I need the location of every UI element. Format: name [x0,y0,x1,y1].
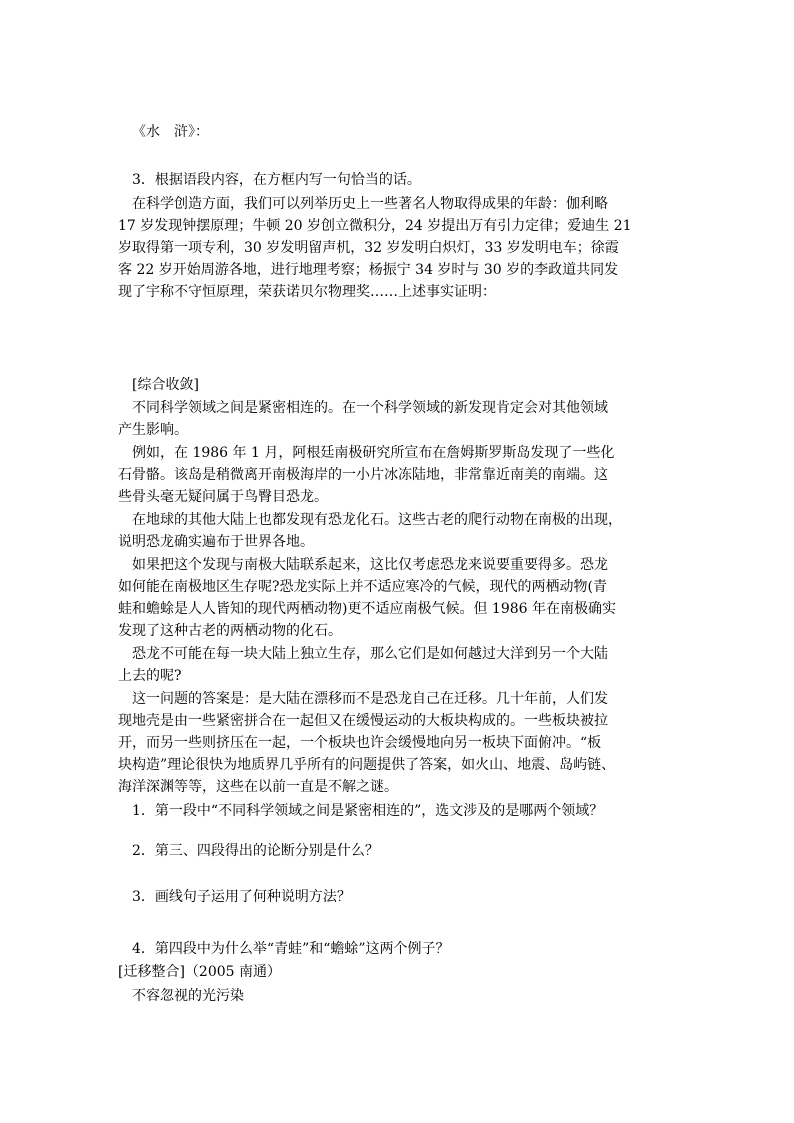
question-3-prompt: 3．根据语段内容，在方框内写一句恰当的话。 [132,172,421,188]
article-line: 在地球的其他大陆上也都发现有恐龙化石。这些古老的爬行动物在南极的出现， [132,512,622,528]
article-line: 产生影响。 [118,422,188,438]
article-line: 说明恐龙确实遍布于世界各地。 [118,534,314,550]
book-title-line: 《水 浒》： [132,124,209,140]
passage-line: 现了宇称不守恒原理，荣获诺贝尔物理奖……上述事实证明： [118,284,496,300]
question-2: 2．第三、四段得出的论断分别是什么？ [132,843,379,859]
article-line: 块构造”理论很快为地质界几乎所有的问题提供了答案，如火山、地震、岛屿链、 [118,757,616,773]
article-line: 不同科学领域之间是紧密相连的。在一个科学领域的新发现肯定会对其他领域 [132,400,608,416]
question-3: 3．画线句子运用了何种说明方法？ [132,889,351,905]
article-line: 上去的呢? [118,668,182,684]
article-line: 恐龙不可能在每一块大陆上独立生存，那么它们是如何越过大洋到另一个大陆 [132,646,608,662]
question-4: 4．第四段中为什么举“青蛙”和“蟾蜍”这两个例子？ [132,941,450,957]
passage-line: 岁取得第一项专利，30 岁发明留声机，32 岁发明白炽灯，33 岁发明电车；徐霞 [118,240,619,256]
article-line: 发现了这种古老的两栖动物的化石。 [118,623,342,639]
transfer-title: 不容忽视的光污染 [132,988,244,1004]
article-line: 现地壳是由一些紧密拼合在一起但又在缓慢运动的大板块构成的。一些板块被拉 [118,713,608,729]
question-1: 1．第一段中“不同科学领域之间是紧密相连的”，选文涉及的是哪两个领域？ [132,803,604,819]
article-line: 石骨骼。该岛是稍微离开南极海岸的一小片冰冻陆地，非常靠近南美的南端。这 [118,467,608,483]
article-line: 些骨头毫无疑问属于鸟臀目恐龙。 [118,489,328,505]
passage-line: 在科学创造方面，我们可以列举历史上一些著名人物取得成果的年龄：伽利略 [132,196,608,212]
article-line: 开，而另一些则挤压在一起，一个板块也许会缓慢地向另一板块下面俯冲。“板 [118,735,602,751]
section-heading: [综合收敛] [132,377,199,393]
article-line: 这一问题的答案是：是大陆在漂移而不是恐龙自己在迁移。几十年前，人们发 [132,691,608,707]
transfer-heading: [迁移整合]（2005 南通） [118,964,282,980]
article-line: 例如，在 1986 年 1 月，阿根廷南极研究所宣布在詹姆斯罗斯岛发现了一些化 [132,445,615,461]
article-line: 蛙和蟾蜍是人人皆知的现代两栖动物)更不适应南极气候。但 1986 年在南极确实 [118,601,616,617]
article-line: 如何能在南极地区生存呢?恐龙实际上并不适应寒冷的气候，现代的两栖动物(青 [118,579,607,595]
article-line: 海洋深渊等等，这些在以前一直是不解之谜。 [118,779,398,795]
passage-line: 客 22 岁开始周游各地，进行地理考察；杨振宁 34 岁时与 30 岁的李政道共同发 [118,262,619,278]
article-line: 如果把这个发现与南极大陆联系起来，这比仅考虑恐龙来说要重要得多。恐龙 [132,557,608,573]
passage-line: 17 岁发现钟摆原理；牛顿 20 岁创立微积分，24 岁提出万有引力定律；爱迪生 21 [118,218,632,234]
